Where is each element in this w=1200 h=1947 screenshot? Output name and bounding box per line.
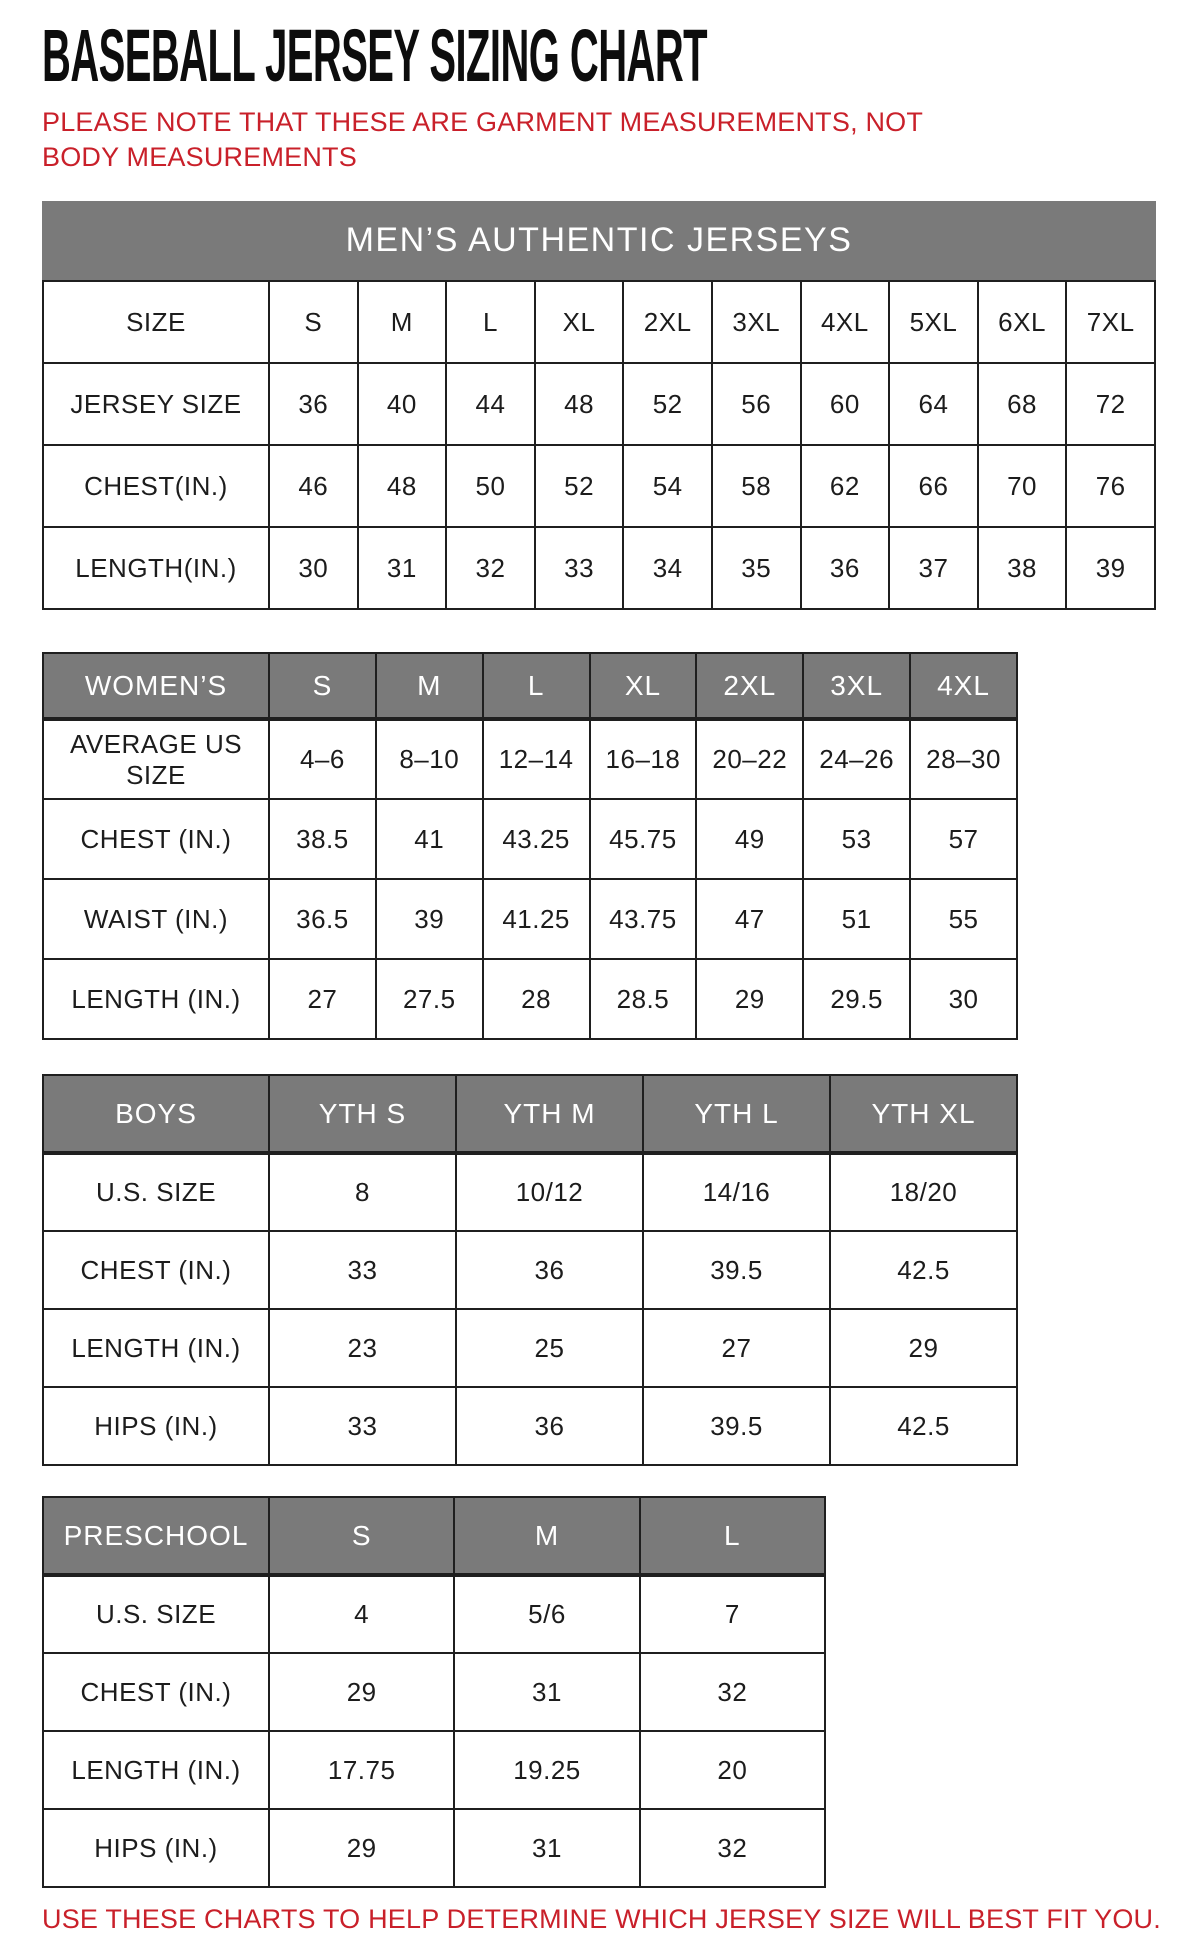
womens-measurement-cell: 20–22 — [696, 719, 803, 799]
mens-measurement-cell: 52 — [623, 363, 712, 445]
womens-measurement-cell: 24–26 — [803, 719, 910, 799]
preschool-measurement-cell: 7 — [640, 1575, 825, 1653]
footer-advice-text: USE THESE CHARTS TO HELP DETERMINE WHICH JERSEY SIZE WILL BEST FIT YOU. — [42, 1904, 1161, 1934]
womens-measurement-cell: 57 — [910, 799, 1017, 879]
mens-measurement-cell: 48 — [535, 363, 624, 445]
boys-table-row — [43, 1309, 1017, 1387]
boys-measurement-cell: 14/16 — [643, 1153, 830, 1231]
boys-header-label: BOYS — [43, 1075, 269, 1153]
mens-measurement-cell: 68 — [978, 363, 1067, 445]
boys-measurement-cell: 29 — [830, 1309, 1017, 1387]
boys-header-row — [43, 1075, 1017, 1153]
mens-measurement-cell: 37 — [889, 527, 978, 609]
garment-measurement-note: PLEASE NOTE THAT THESE ARE GARMENT MEASUREMENTS, NOT BODY MEASUREMENTS — [42, 107, 923, 172]
boys-size-table — [42, 1074, 1018, 1466]
mens-measurement-cell: 3XL — [712, 281, 801, 363]
mens-measurement-cell: 34 — [623, 527, 712, 609]
boys-measurement-cell: 23 — [269, 1309, 456, 1387]
mens-measurement-cell: S — [269, 281, 358, 363]
womens-measurement-cell: 53 — [803, 799, 910, 879]
mens-measurement-cell: 4XL — [801, 281, 890, 363]
womens-size-column-header: 3XL — [803, 653, 910, 719]
preschool-measurement-cell: 31 — [454, 1809, 639, 1887]
womens-header-row — [43, 653, 1017, 719]
boys-measurement-cell: 8 — [269, 1153, 456, 1231]
womens-measurement-cell: 28 — [483, 959, 590, 1039]
mens-row-label: CHEST(IN.) — [43, 445, 269, 527]
preschool-row-label: U.S. SIZE — [43, 1575, 269, 1653]
boys-size-column-header: YTH L — [643, 1075, 830, 1153]
mens-measurement-cell: 38 — [978, 527, 1067, 609]
mens-measurement-cell: 36 — [801, 527, 890, 609]
preschool-measurement-cell: 29 — [269, 1809, 454, 1887]
womens-measurement-cell: 51 — [803, 879, 910, 959]
womens-size-table — [42, 652, 1018, 1040]
mens-measurement-cell: 7XL — [1066, 281, 1155, 363]
preschool-size-table — [42, 1496, 826, 1888]
boys-measurement-cell: 25 — [456, 1309, 643, 1387]
mens-measurement-cell: 66 — [889, 445, 978, 527]
preschool-table-row — [43, 1809, 825, 1887]
womens-measurement-cell: 41 — [376, 799, 483, 879]
womens-measurement-cell: 29 — [696, 959, 803, 1039]
womens-measurement-cell: 55 — [910, 879, 1017, 959]
mens-measurement-cell: 40 — [358, 363, 447, 445]
mens-measurement-cell: 36 — [269, 363, 358, 445]
mens-row-label: SIZE — [43, 281, 269, 363]
womens-measurement-cell: 12–14 — [483, 719, 590, 799]
preschool-measurement-cell: 32 — [640, 1653, 825, 1731]
mens-measurement-cell: 76 — [1066, 445, 1155, 527]
womens-row-label: WAIST (IN.) — [43, 879, 269, 959]
womens-size-column-header: S — [269, 653, 376, 719]
mens-measurement-cell: 48 — [358, 445, 447, 527]
mens-measurement-cell: 72 — [1066, 363, 1155, 445]
preschool-measurement-cell: 4 — [269, 1575, 454, 1653]
womens-size-column-header: M — [376, 653, 483, 719]
womens-measurement-cell: 39 — [376, 879, 483, 959]
boys-measurement-cell: 39.5 — [643, 1387, 830, 1465]
boys-measurement-cell: 36 — [456, 1231, 643, 1309]
womens-measurement-cell: 30 — [910, 959, 1017, 1039]
preschool-measurement-cell: 5/6 — [454, 1575, 639, 1653]
womens-measurement-cell: 36.5 — [269, 879, 376, 959]
preschool-measurement-cell: 17.75 — [269, 1731, 454, 1809]
boys-table-row — [43, 1231, 1017, 1309]
boys-measurement-cell: 18/20 — [830, 1153, 1017, 1231]
womens-table-row — [43, 959, 1017, 1039]
mens-measurement-cell: 31 — [358, 527, 447, 609]
boys-measurement-cell: 33 — [269, 1387, 456, 1465]
womens-measurement-cell: 8–10 — [376, 719, 483, 799]
mens-measurement-cell: 32 — [446, 527, 535, 609]
boys-measurement-cell: 42.5 — [830, 1231, 1017, 1309]
mens-measurement-cell: 56 — [712, 363, 801, 445]
page-title — [42, 14, 1158, 97]
preschool-row-label: HIPS (IN.) — [43, 1809, 269, 1887]
boys-measurement-cell: 42.5 — [830, 1387, 1017, 1465]
mens-size-table — [42, 280, 1156, 610]
womens-measurement-cell: 43.75 — [590, 879, 697, 959]
mens-measurement-cell: M — [358, 281, 447, 363]
boys-measurement-cell: 10/12 — [456, 1153, 643, 1231]
mens-measurement-cell: 54 — [623, 445, 712, 527]
womens-measurement-cell: 28–30 — [910, 719, 1017, 799]
womens-row-label: AVERAGE US SIZE — [43, 719, 269, 799]
mens-measurement-cell: 2XL — [623, 281, 712, 363]
womens-table-row — [43, 879, 1017, 959]
preschool-size-column-header: S — [269, 1497, 454, 1575]
womens-measurement-cell: 38.5 — [269, 799, 376, 879]
preschool-row-label: LENGTH (IN.) — [43, 1731, 269, 1809]
womens-measurement-cell: 49 — [696, 799, 803, 879]
womens-table-row — [43, 719, 1017, 799]
preschool-header-label: PRESCHOOL — [43, 1497, 269, 1575]
mens-measurement-cell: 5XL — [889, 281, 978, 363]
mens-banner: MEN’S AUTHENTIC JERSEYS — [42, 201, 1156, 280]
preschool-measurement-cell: 20 — [640, 1731, 825, 1809]
mens-measurement-cell: 52 — [535, 445, 624, 527]
womens-measurement-cell: 47 — [696, 879, 803, 959]
mens-measurement-cell: XL — [535, 281, 624, 363]
womens-jerseys-section — [42, 652, 1158, 1040]
boys-measurement-cell: 39.5 — [643, 1231, 830, 1309]
mens-measurement-cell: 30 — [269, 527, 358, 609]
mens-measurement-cell: 50 — [446, 445, 535, 527]
mens-measurement-cell: 35 — [712, 527, 801, 609]
boys-size-column-header: YTH S — [269, 1075, 456, 1153]
boys-measurement-cell: 36 — [456, 1387, 643, 1465]
womens-measurement-cell: 45.75 — [590, 799, 697, 879]
womens-measurement-cell: 41.25 — [483, 879, 590, 959]
mens-table-row — [43, 445, 1155, 527]
boys-table-row — [43, 1387, 1017, 1465]
womens-header-label: WOMEN’S — [43, 653, 269, 719]
mens-table-row — [43, 527, 1155, 609]
boys-size-column-header: YTH M — [456, 1075, 643, 1153]
boys-size-column-header: YTH XL — [830, 1075, 1017, 1153]
womens-measurement-cell: 27 — [269, 959, 376, 1039]
mens-table-row — [43, 363, 1155, 445]
preschool-table-row — [43, 1653, 825, 1731]
boys-jerseys-section — [42, 1074, 1158, 1466]
preschool-row-label: CHEST (IN.) — [43, 1653, 269, 1731]
mens-measurement-cell: 39 — [1066, 527, 1155, 609]
womens-table-row — [43, 799, 1017, 879]
page-title-text: BASEBALL JERSEY SIZING CHART — [42, 14, 708, 97]
mens-measurement-cell: 64 — [889, 363, 978, 445]
boys-row-label: CHEST (IN.) — [43, 1231, 269, 1309]
preschool-table-row — [43, 1575, 825, 1653]
mens-measurement-cell: 60 — [801, 363, 890, 445]
mens-measurement-cell: 70 — [978, 445, 1067, 527]
mens-measurement-cell: 6XL — [978, 281, 1067, 363]
preschool-table-row — [43, 1731, 825, 1809]
preschool-size-column-header: L — [640, 1497, 825, 1575]
preschool-measurement-cell: 29 — [269, 1653, 454, 1731]
womens-size-column-header: L — [483, 653, 590, 719]
womens-measurement-cell: 4–6 — [269, 719, 376, 799]
mens-row-label: JERSEY SIZE — [43, 363, 269, 445]
womens-row-label: CHEST (IN.) — [43, 799, 269, 879]
mens-jerseys-section — [42, 201, 1158, 610]
boys-measurement-cell: 33 — [269, 1231, 456, 1309]
boys-row-label: U.S. SIZE — [43, 1153, 269, 1231]
preschool-header-row — [43, 1497, 825, 1575]
mens-measurement-cell: 62 — [801, 445, 890, 527]
preschool-measurement-cell: 19.25 — [454, 1731, 639, 1809]
preschool-jerseys-section — [42, 1496, 1158, 1888]
boys-row-label: LENGTH (IN.) — [43, 1309, 269, 1387]
preschool-measurement-cell: 31 — [454, 1653, 639, 1731]
womens-measurement-cell: 28.5 — [590, 959, 697, 1039]
womens-measurement-cell: 29.5 — [803, 959, 910, 1039]
boys-row-label: HIPS (IN.) — [43, 1387, 269, 1465]
womens-size-column-header: 4XL — [910, 653, 1017, 719]
mens-measurement-cell: 58 — [712, 445, 801, 527]
womens-row-label: LENGTH (IN.) — [43, 959, 269, 1039]
womens-size-column-header: XL — [590, 653, 697, 719]
womens-size-column-header: 2XL — [696, 653, 803, 719]
preschool-size-column-header: M — [454, 1497, 639, 1575]
boys-measurement-cell: 27 — [643, 1309, 830, 1387]
womens-measurement-cell: 43.25 — [483, 799, 590, 879]
mens-measurement-cell: 33 — [535, 527, 624, 609]
womens-measurement-cell: 27.5 — [376, 959, 483, 1039]
mens-row-label: LENGTH(IN.) — [43, 527, 269, 609]
preschool-measurement-cell: 32 — [640, 1809, 825, 1887]
mens-measurement-cell: L — [446, 281, 535, 363]
mens-measurement-cell: 44 — [446, 363, 535, 445]
boys-table-row — [43, 1153, 1017, 1231]
womens-measurement-cell: 16–18 — [590, 719, 697, 799]
mens-measurement-cell: 46 — [269, 445, 358, 527]
mens-table-row — [43, 281, 1155, 363]
